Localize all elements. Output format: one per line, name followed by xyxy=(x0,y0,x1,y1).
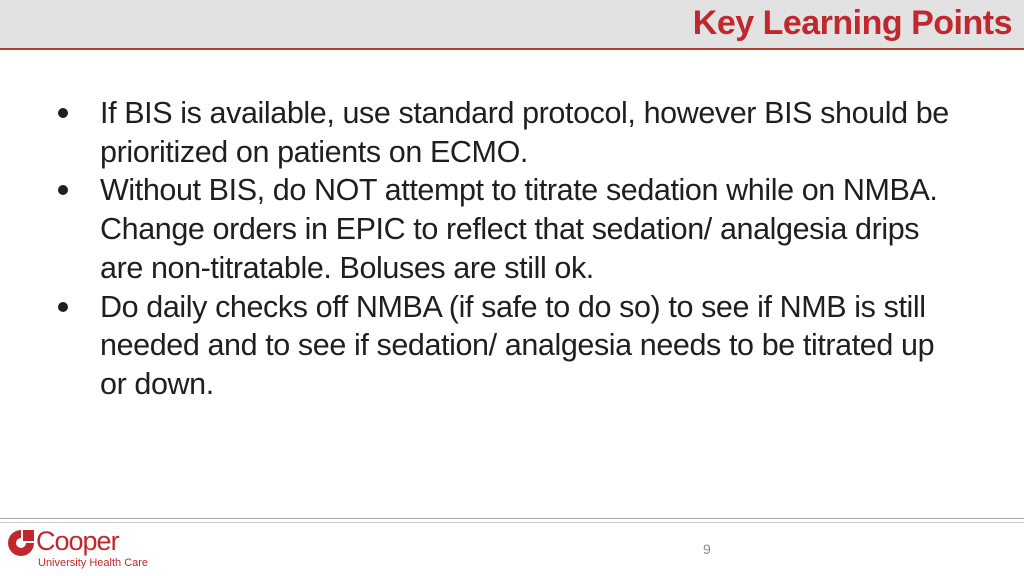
bullet-item xyxy=(58,94,958,171)
cooper-logo xyxy=(6,526,156,572)
bullet-list xyxy=(58,94,958,404)
page-number: 9 xyxy=(703,541,711,557)
cooper-logo-mark-icon xyxy=(6,528,36,558)
footer-divider-secondary xyxy=(0,522,1024,523)
bullet-dot-icon xyxy=(58,108,68,118)
bullet-dot-icon xyxy=(58,185,68,195)
header-divider xyxy=(0,48,1024,50)
bullet-text: Do daily checks off NMBA (if safe to do so) to see if NMB is still needed and to see if sedation/ analgesia needs to be titrated up or down. xyxy=(100,289,935,401)
bullet-text: Without BIS, do NOT attempt to titrate sedation while on NMBA. Change orders in EPIC to reflect that sedation/ analgesia drips are non-titratable. Boluses are still ok. xyxy=(100,173,938,285)
logo-name: Cooper xyxy=(36,526,119,556)
bullet-text: If BIS is available, use standard protocol, however BIS should be prioritized on patients on ECMO. xyxy=(100,96,949,169)
footer-divider xyxy=(0,518,1024,519)
bullet-item xyxy=(58,171,958,287)
slide-title: Key Learning Points xyxy=(692,4,1012,42)
logo-subtitle: University Health Care xyxy=(38,557,149,569)
bullet-dot-icon xyxy=(58,302,68,312)
bullet-item xyxy=(58,288,958,404)
